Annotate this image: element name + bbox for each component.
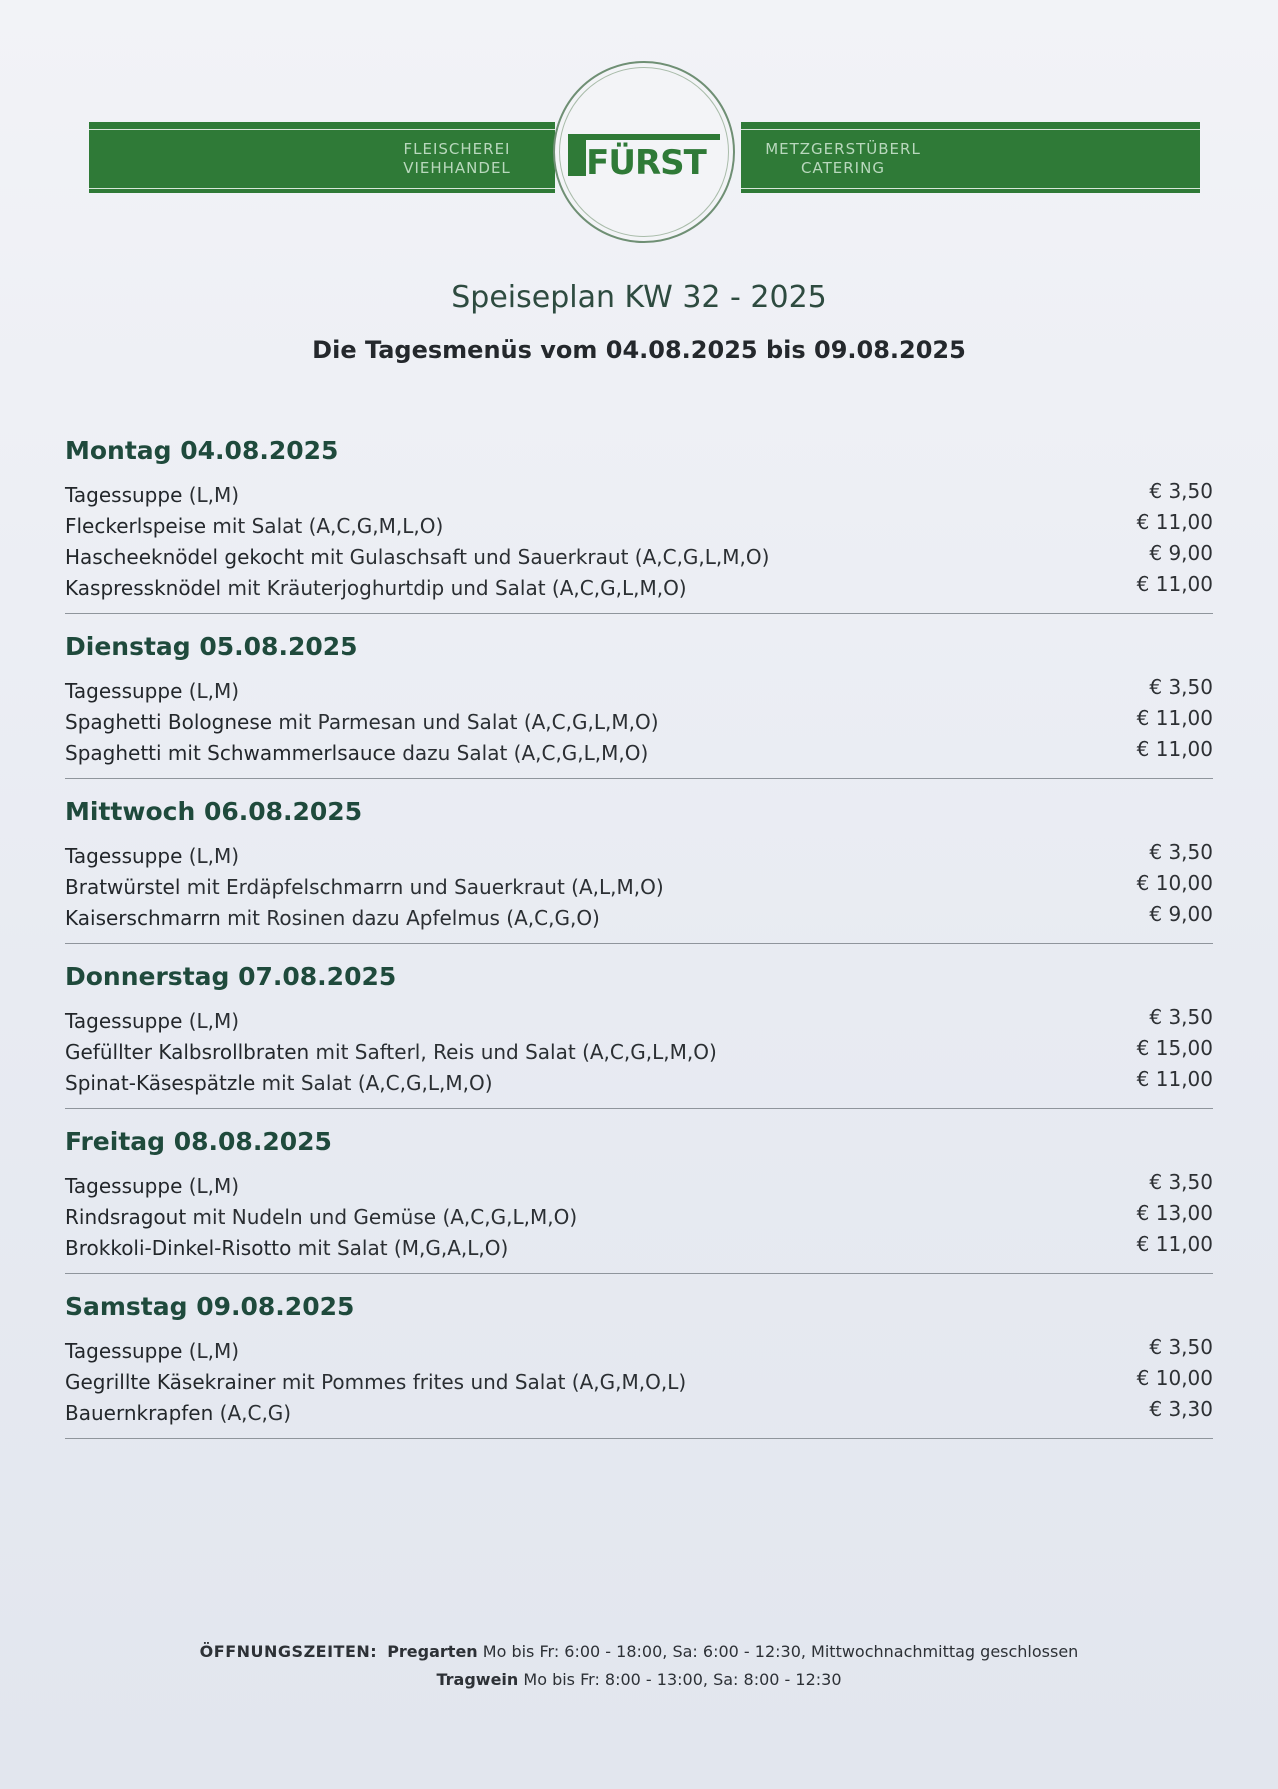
dish-description: mit Parmesan und Salat (A,C,G,L,M,O) bbox=[272, 710, 659, 734]
logo-wordmark-graphic bbox=[566, 130, 722, 180]
dish-row bbox=[65, 511, 1213, 542]
dish-description: mit Rosinen dazu Apfelmus (A,C,G,O) bbox=[220, 906, 600, 930]
dish-name: Spaghetti mit Schwammerlsauce bbox=[65, 741, 396, 765]
day-section bbox=[65, 432, 1213, 614]
dish-row bbox=[65, 738, 1213, 769]
dish-price: € 11,00 bbox=[1136, 1232, 1213, 1256]
dish-price: € 9,00 bbox=[1149, 902, 1213, 926]
dish-price: € 3,50 bbox=[1149, 1005, 1213, 1029]
day-heading: Mittwoch 06.08.2025 bbox=[65, 797, 363, 826]
day-heading: Samstag 09.08.2025 bbox=[65, 1292, 355, 1321]
dish-description: (L,M) bbox=[182, 483, 240, 507]
dish-description: mit Salat (A,C,G,M,L,O) bbox=[206, 514, 444, 538]
dish-name: Tagessuppe bbox=[65, 1174, 183, 1198]
weekly-menu bbox=[65, 432, 1213, 1453]
dish-description: mit Pommes frites und Salat (A,G,M,O,L) bbox=[275, 1370, 687, 1394]
day-section bbox=[65, 958, 1213, 1109]
section-divider bbox=[65, 613, 1213, 614]
day-heading: Freitag 08.08.2025 bbox=[65, 1127, 332, 1156]
dish-description: (A,C,G) bbox=[213, 1401, 292, 1425]
dish-price: € 3,50 bbox=[1149, 840, 1213, 864]
dish-price: € 9,00 bbox=[1149, 541, 1213, 565]
day-section bbox=[65, 1288, 1213, 1439]
logo-right-text bbox=[763, 140, 923, 178]
logo-left-line-2: VIEHHANDEL bbox=[403, 159, 511, 177]
dish-list bbox=[65, 1336, 1213, 1429]
dish-row bbox=[65, 676, 1213, 707]
dish-row bbox=[65, 1037, 1213, 1068]
dish-row bbox=[65, 841, 1213, 872]
dish-price: € 15,00 bbox=[1136, 1036, 1213, 1060]
dish-row bbox=[65, 1202, 1213, 1233]
dish-description: mit Safterl, Reis und Salat (A,C,G,L,M,O) bbox=[309, 1040, 717, 1064]
dish-price: € 10,00 bbox=[1136, 871, 1213, 895]
dish-row bbox=[65, 573, 1213, 604]
dish-row bbox=[65, 542, 1213, 573]
dish-name: Gefüllter Kalbsrollbraten bbox=[65, 1040, 310, 1064]
logo-right-line-1: METZGERSTÜBERL bbox=[765, 140, 921, 158]
dish-description: mit Erdäpfelschmarrn und Sauerkraut (A,L,M,O) bbox=[180, 875, 664, 899]
dish-price: € 3,50 bbox=[1149, 675, 1213, 699]
dish-price: € 11,00 bbox=[1136, 737, 1213, 761]
dish-list bbox=[65, 1006, 1213, 1099]
location-tragwein: Tragwein bbox=[436, 1670, 519, 1689]
dish-name: Tagessuppe bbox=[65, 1009, 183, 1033]
dish-name: Hascheeknödel gekocht bbox=[65, 545, 305, 569]
day-heading: Dienstag 05.08.2025 bbox=[65, 632, 358, 661]
opening-hours-label: ÖFFNUNGSZEITEN: bbox=[199, 1642, 378, 1661]
logo-right-line-2: CATERING bbox=[801, 159, 885, 177]
dish-name: Spinat-Käsespätzle bbox=[65, 1071, 256, 1095]
logo-left-line-1: FLEISCHEREI bbox=[403, 140, 511, 158]
dish-description: (L,M) bbox=[182, 1174, 240, 1198]
dish-name: Tagessuppe bbox=[65, 1339, 183, 1363]
dish-description: (L,M) bbox=[182, 1009, 240, 1033]
logo-wordmark-stem bbox=[568, 134, 586, 176]
dish-description: (L,M) bbox=[182, 679, 240, 703]
dish-row bbox=[65, 1006, 1213, 1037]
hours-pregarten: Mo bis Fr: 6:00 - 18:00, Sa: 6:00 - 12:30, Mittwochnachmittag geschlossen bbox=[477, 1642, 1079, 1661]
dish-description: mit Salat (M,G,A,L,O) bbox=[291, 1236, 509, 1260]
logo-wordmark-bar bbox=[568, 134, 720, 140]
dish-row bbox=[65, 872, 1213, 903]
logo-wordmark-text: FÜRST bbox=[586, 143, 706, 180]
dish-description: (L,M) bbox=[182, 1339, 240, 1363]
dish-name: Tagessuppe bbox=[65, 844, 183, 868]
section-divider bbox=[65, 778, 1213, 779]
location-pregarten: Pregarten bbox=[387, 1642, 478, 1661]
logo-band-left bbox=[89, 122, 555, 193]
section-divider bbox=[65, 943, 1213, 944]
dish-name: Rindsragout bbox=[65, 1205, 187, 1229]
dish-name: Fleckerlspeise bbox=[65, 514, 207, 538]
dish-list bbox=[65, 1171, 1213, 1264]
dish-row bbox=[65, 707, 1213, 738]
dish-list bbox=[65, 841, 1213, 934]
dish-name: Kaiserschmarrn bbox=[65, 906, 221, 930]
dish-name: Gegrillte Käsekrainer bbox=[65, 1370, 276, 1394]
dish-name: Spaghetti Bolognese bbox=[65, 710, 273, 734]
dish-price: € 11,00 bbox=[1136, 572, 1213, 596]
dish-row bbox=[65, 480, 1213, 511]
dish-price: € 13,00 bbox=[1136, 1201, 1213, 1225]
day-section bbox=[65, 1123, 1213, 1274]
day-heading: Montag 04.08.2025 bbox=[65, 436, 339, 465]
day-section bbox=[65, 793, 1213, 944]
dish-row bbox=[65, 1398, 1213, 1429]
dish-description: mit Nudeln und Gemüse (A,C,G,L,M,O) bbox=[186, 1205, 578, 1229]
dish-price: € 11,00 bbox=[1136, 1067, 1213, 1091]
page-title: Speiseplan KW 32 - 2025 bbox=[451, 280, 827, 315]
dish-description: (L,M) bbox=[182, 844, 240, 868]
dish-description: mit Gulaschsaft und Sauerkraut (A,C,G,L,M,O) bbox=[304, 545, 770, 569]
dish-row bbox=[65, 1233, 1213, 1264]
dish-price: € 11,00 bbox=[1136, 510, 1213, 534]
dish-name: Tagessuppe bbox=[65, 679, 183, 703]
section-divider bbox=[65, 1273, 1213, 1274]
dish-description: mit Kräuterjoghurtdip und Salat (A,C,G,L,M,O) bbox=[221, 576, 687, 600]
opening-hours-line-2 bbox=[0, 1666, 1278, 1694]
page-subtitle: Die Tagesmenüs vom 04.08.2025 bis 09.08.2025 bbox=[312, 336, 966, 364]
dish-name: Brokkoli-Dinkel-Risotto bbox=[65, 1236, 292, 1260]
section-divider bbox=[65, 1108, 1213, 1109]
dish-price: € 3,50 bbox=[1149, 1335, 1213, 1359]
hours-tragwein: Mo bis Fr: 8:00 - 13:00, Sa: 8:00 - 12:30 bbox=[518, 1670, 842, 1689]
day-section bbox=[65, 628, 1213, 779]
dish-row bbox=[65, 1068, 1213, 1099]
dish-row bbox=[65, 1336, 1213, 1367]
dish-row bbox=[65, 1367, 1213, 1398]
section-divider bbox=[65, 1438, 1213, 1439]
logo-left-text bbox=[392, 140, 522, 178]
dish-row bbox=[65, 1171, 1213, 1202]
dish-row bbox=[65, 903, 1213, 934]
opening-hours bbox=[0, 1638, 1278, 1694]
dish-name: Kaspressknödel bbox=[65, 576, 222, 600]
dish-list bbox=[65, 676, 1213, 769]
dish-price: € 11,00 bbox=[1136, 706, 1213, 730]
logo-band-right bbox=[741, 122, 1200, 193]
logo-wordmark bbox=[566, 130, 722, 180]
dish-description: dazu Salat (A,C,G,L,M,O) bbox=[395, 741, 649, 765]
day-heading: Donnerstag 07.08.2025 bbox=[65, 962, 397, 991]
dish-price: € 10,00 bbox=[1136, 1366, 1213, 1390]
dish-list bbox=[65, 480, 1213, 604]
dish-price: € 3,50 bbox=[1149, 1170, 1213, 1194]
dish-price: € 3,30 bbox=[1149, 1397, 1213, 1421]
dish-name: Tagessuppe bbox=[65, 483, 183, 507]
dish-name: Bratwürstel bbox=[65, 875, 181, 899]
dish-name: Bauernkrapfen bbox=[65, 1401, 214, 1425]
dish-price: € 3,50 bbox=[1149, 479, 1213, 503]
dish-description: mit Salat (A,C,G,L,M,O) bbox=[255, 1071, 493, 1095]
